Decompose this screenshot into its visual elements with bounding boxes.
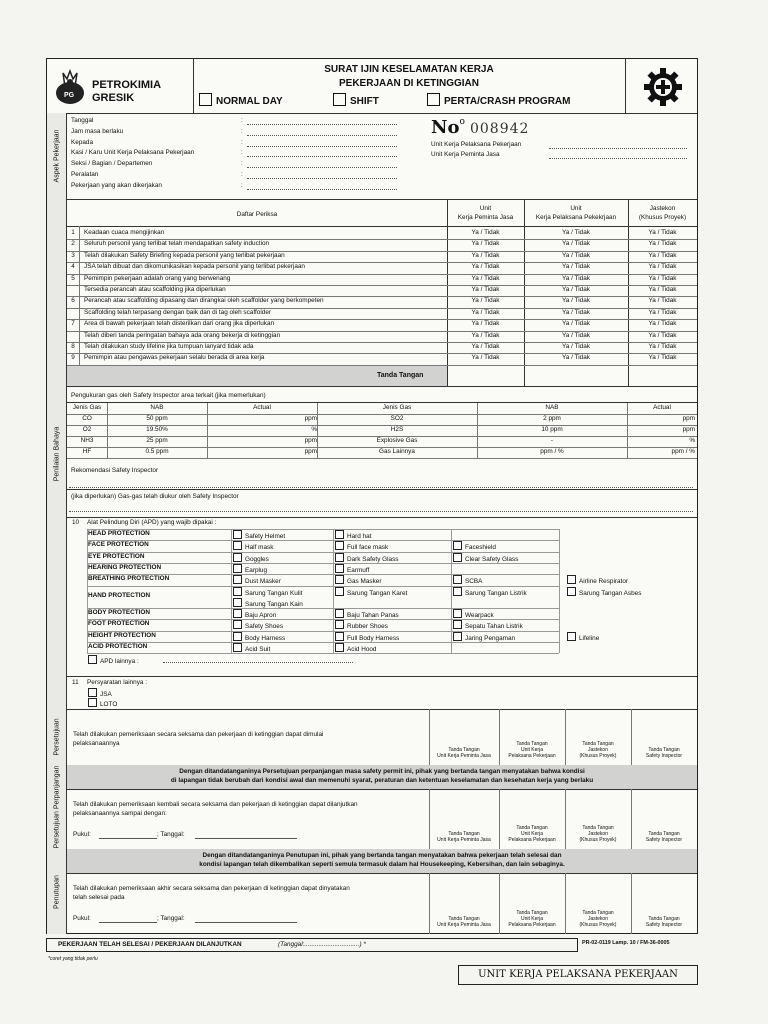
- gas-header: NAB: [545, 404, 559, 411]
- checklist-item: Keadaan cuaca mengijinkan: [84, 229, 165, 236]
- copy-label: UNIT KERJA PELAKSANA PEKERJAAN: [478, 969, 678, 980]
- apd-category: HEAD PROTECTION: [88, 530, 150, 537]
- yes-no-pelaksana[interactable]: Ya / Tidak: [562, 274, 590, 282]
- apd-number: 10: [72, 519, 80, 526]
- normal-day-checkbox[interactable]: [199, 93, 212, 106]
- gas-cell: SO2: [390, 415, 404, 422]
- yes-no-peminta[interactable]: Ya / Tidak: [471, 229, 500, 236]
- gas-cell: -: [550, 437, 554, 444]
- gas-header: Actual: [653, 404, 671, 411]
- col-unit-1: Unit: [479, 205, 492, 212]
- yes-no-pelaksana[interactable]: Ya / Tidak: [562, 240, 590, 248]
- yes-no-jastekon[interactable]: Ya / Tidak: [648, 286, 677, 293]
- gas-cell: NH3: [80, 437, 94, 444]
- yes-no-peminta[interactable]: Ya / Tidak: [471, 331, 500, 339]
- checklist-signature-row: Tanda Tangan: [377, 372, 424, 379]
- aspek-colon: :: [241, 127, 243, 135]
- yes-no-peminta[interactable]: Ya / Tidak: [471, 354, 500, 362]
- aspek-colon: :: [241, 149, 243, 157]
- yes-no-jastekon[interactable]: Ya / Tidak: [648, 297, 677, 305]
- apd-option[interactable]: Rubber Shoes: [335, 620, 388, 631]
- checklist-number: 8: [71, 343, 75, 350]
- checklist-item: Telah diberi tanda peringatan bahaya ada orang bekerja di ketinggian: [84, 331, 281, 339]
- yes-no-peminta[interactable]: Ya / Tidak: [471, 274, 500, 282]
- apd-option[interactable]: Safety Shoes: [233, 620, 283, 631]
- yes-no-peminta[interactable]: Ya / Tidak: [471, 286, 500, 293]
- checklist-item: Pemimpin atau pengawas pekerjaan selalu berada di area kerja: [84, 354, 265, 362]
- gas-cell[interactable]: %: [689, 437, 695, 444]
- gas-cell: 0.5 ppm: [145, 448, 169, 455]
- yes-no-peminta[interactable]: Ya / Tidak: [471, 308, 500, 316]
- checklist-number: 4: [71, 263, 75, 271]
- col-jastekon: Jastekon: [649, 205, 676, 212]
- aspek-field-label: Kasi / Karu Unit Kerja Pelaksana Pekerjaan: [71, 149, 195, 157]
- checklist-item: Scaffolding telah terpasang dengan baik dan di tag oleh scaffolder: [84, 308, 272, 316]
- gas-cell[interactable]: ppm: [304, 415, 317, 422]
- col-jastekon-2: (Khusus Proyek): [638, 214, 687, 221]
- company-name-1: PETROKIMIA: [92, 79, 162, 91]
- perpanjangan-text-1: Telah dilakukan pemeriksaan kembali secara seksama dan pekerjaan di ketinggian dapat dilanjutkan: [73, 801, 358, 808]
- perpanjangan-notice-2: di lapangan tidak berubah dari kondisi awal dan memenuhi syarat, peraturan dan ketentuan keselamatan dan kesehatan kerja yang berlaku: [170, 777, 594, 784]
- apd-option[interactable]: Lifeline: [567, 632, 599, 643]
- yes-no-jastekon[interactable]: Ya / Tidak: [648, 320, 677, 328]
- apd-option[interactable]: Sepatu Tahan Listrik: [453, 620, 523, 631]
- yes-no-pelaksana[interactable]: Ya / Tidak: [562, 343, 590, 350]
- apd-option[interactable]: Acid Hood: [335, 643, 377, 654]
- footer-tanggal-hint: (Tanggal:...............................) *: [278, 941, 366, 948]
- checklist-number: 6: [71, 297, 75, 305]
- col-pelaksana: Kerja Pelaksana Pekekrjaan: [535, 214, 617, 221]
- checklist-number: 1: [71, 229, 75, 236]
- apd-option[interactable]: Dust Masker: [233, 575, 281, 586]
- apd-category: BREATHING PROTECTION: [88, 575, 170, 583]
- option-normal-day[interactable]: NORMAL DAY: [199, 93, 283, 107]
- yes-no-jastekon[interactable]: Ya / Tidak: [648, 263, 677, 271]
- gas-cell[interactable]: ppm: [304, 437, 317, 444]
- gas-cell[interactable]: ppm: [304, 448, 317, 455]
- apd-option[interactable]: Earmuff: [335, 564, 369, 575]
- rekomendasi-label: Rekomendasi Safety Inspector: [71, 467, 159, 474]
- form-title-2: PEKERJAAN DI KETINGGIAN: [338, 78, 479, 89]
- apd-category: HAND PROTECTION: [88, 592, 151, 600]
- gas-diukur-label: (jika diperlukan) Gas-gas telah diukur oleh Safety Inspector: [71, 493, 239, 500]
- aspek-field-input[interactable]: [247, 189, 397, 190]
- yes-no-pelaksana[interactable]: Ya / Tidak: [562, 229, 590, 236]
- aspek-field-input[interactable]: [247, 124, 397, 125]
- checklist-item: Seluruh personil yang terlibat telah mendapatkan safety induction: [84, 240, 270, 248]
- apd-category: FOOT PROTECTION: [88, 620, 150, 628]
- aspek-field-label: Peralatan: [71, 171, 99, 178]
- gas-cell[interactable]: ppm / %: [671, 448, 695, 455]
- yes-no-pelaksana[interactable]: Ya / Tidak: [562, 320, 590, 328]
- yes-no-peminta[interactable]: Ya / Tidak: [471, 297, 500, 305]
- apd-option[interactable]: Safety Helmet: [233, 530, 285, 541]
- yes-no-peminta[interactable]: Ya / Tidak: [471, 240, 500, 248]
- daftar-periksa-header: Daftar Periksa: [236, 211, 278, 218]
- yes-no-jastekon[interactable]: Ya / Tidak: [648, 308, 677, 316]
- gas-cell: ppm / %: [540, 448, 564, 455]
- gas-header: Actual: [253, 404, 271, 411]
- shift-checkbox[interactable]: [333, 93, 346, 106]
- gas-cell: O2: [82, 426, 92, 433]
- company-name-2: GRESIK: [92, 92, 135, 104]
- checklist-item: JSA telah dibuat dan dikomunikasikan kepada personil yang terlibat pekerjaan: [84, 263, 305, 271]
- penutupan-tanggal: ; Tanggal:: [157, 915, 185, 922]
- signature-cell[interactable]: Tanda Tangan Jastekon (Khusus Proyek): [579, 910, 617, 928]
- checklist-number: 7: [71, 320, 75, 328]
- apd-option[interactable]: Acid Suit: [233, 643, 270, 654]
- signature-cell[interactable]: Tanda Tangan Jastekon (Khusus Proyek): [579, 741, 617, 759]
- persyaratan-loto[interactable]: LOTO: [88, 698, 117, 709]
- gas-header: Jenis Gas: [72, 404, 102, 411]
- apd-lainnya[interactable]: APD lainnya :: [88, 655, 139, 666]
- apd-option[interactable]: Full face mask: [335, 541, 388, 552]
- signature-cell[interactable]: Tanda Tangan Unit Kerja Peminta Jasa: [437, 916, 491, 928]
- permit-number: No$^o$ 008942: [431, 117, 530, 138]
- perpanjangan-side-label: Persetujuan Perpanjangan: [47, 765, 67, 849]
- gas-cell: 50 ppm: [146, 415, 168, 422]
- apd-option[interactable]: Airline Respirator: [567, 575, 628, 586]
- aspek-field-label: Pekerjaan yang akan dikerjakan: [71, 181, 162, 189]
- aspek-field-input[interactable]: [247, 135, 397, 136]
- yes-no-pelaksana[interactable]: Ya / Tidak: [562, 297, 590, 305]
- penutupan-text-2: telah selesai pada: [73, 894, 125, 901]
- footer-doc-code: PR-02-0119 Lamp. 10 / FM-36-0005: [582, 940, 670, 946]
- persetujuan-text-2: pelaksanaannya: [73, 740, 120, 747]
- aspek-field-label: Kepada: [71, 138, 94, 146]
- yes-no-peminta[interactable]: Ya / Tidak: [471, 343, 500, 350]
- option-shift[interactable]: SHIFT: [333, 93, 379, 107]
- gas-header: Jenis Gas: [382, 404, 412, 411]
- persyaratan-number: 11: [72, 679, 79, 686]
- gas-cell: HF: [82, 448, 92, 455]
- persyaratan-title: Persyaratan lainnya :: [87, 679, 148, 686]
- aspek-colon: :: [241, 138, 243, 146]
- yes-no-peminta[interactable]: Ya / Tidak: [471, 251, 500, 259]
- aspek-field-input[interactable]: [247, 156, 397, 157]
- gas-cell: 10 ppm: [541, 426, 563, 433]
- persetujuan-text-1: Telah dilakukan pemeriksaan secara seksama dan pekerjaan di ketinggian dapat dimulai: [73, 731, 324, 738]
- apd-option[interactable]: Sarung Tangan Asbes: [567, 587, 641, 598]
- gas-cell: 19.50%: [146, 426, 168, 433]
- col-peminta: Kerja Peminta Jasa: [457, 214, 514, 221]
- checklist-number: 2: [71, 240, 75, 248]
- signature-cell[interactable]: Tanda Tangan Unit Kerja Pelaksana Pekerjaan: [508, 910, 556, 928]
- apd-option[interactable]: Dark Safety Glass: [335, 553, 399, 564]
- perta-crash-checkbox[interactable]: [427, 93, 440, 106]
- apd-title: Alat Pelindung Diri (APD) yang wajib dipakai :: [87, 519, 217, 526]
- checklist-number: 3: [71, 251, 75, 259]
- aspek-field-input[interactable]: [247, 178, 397, 179]
- checklist-item: Pemimpin pekerjaan adalah orang yang berwenang: [84, 274, 231, 282]
- aspek-colon: :: [241, 181, 243, 189]
- checklist-number: 9: [71, 354, 75, 362]
- aspek-field-input[interactable]: [247, 167, 397, 168]
- perpanjangan-tanggal: ; Tanggal:: [157, 831, 185, 838]
- perpanjangan-pukul: Pukul:: [73, 831, 91, 838]
- checklist-item: Telah dilakukan Safety Briefing kepada personil yang terlibat pekerjaan: [84, 251, 285, 259]
- apd-option[interactable]: Goggles: [233, 553, 269, 564]
- apd-option[interactable]: Earplug: [233, 564, 267, 575]
- aspek-colon: :: [241, 160, 243, 168]
- aspek-field-label: Seksi / Bagian / Departemen: [71, 160, 153, 168]
- apd-category: ACID PROTECTION: [88, 643, 148, 650]
- apd-option[interactable]: Baju Apron: [233, 609, 276, 620]
- yes-no-pelaksana[interactable]: Ya / Tidak: [562, 308, 590, 316]
- yes-no-jastekon[interactable]: Ya / Tidak: [648, 354, 677, 362]
- permit-form: [46, 58, 698, 934]
- option-perta-crash[interactable]: PERTA/CRASH PROGRAM: [427, 93, 570, 107]
- perpanjangan-tanggal-field[interactable]: [195, 838, 297, 839]
- gas-cell[interactable]: ppm: [682, 426, 695, 433]
- apd-option[interactable]: Sarung Tangan Listrik: [453, 587, 527, 598]
- yes-no-peminta[interactable]: Ya / Tidak: [471, 320, 500, 328]
- gas-cell[interactable]: %: [311, 426, 317, 433]
- footer-status-label: PEKERJAAN TELAH SELESAI / PEKERJAAN DILANJUTKAN: [58, 941, 242, 948]
- apd-option[interactable]: Half mask: [233, 541, 273, 552]
- yes-no-jastekon[interactable]: Ya / Tidak: [648, 274, 677, 282]
- signature-cell[interactable]: Tanda Tangan Safety Inspector: [645, 916, 683, 928]
- unit-pelaksana-label: Unit Kerja Pelaksana Pekerjaan: [431, 141, 522, 148]
- yes-no-jastekon[interactable]: Ya / Tidak: [648, 240, 677, 248]
- yes-no-jastekon[interactable]: Ya / Tidak: [648, 229, 677, 236]
- perpanjangan-notice-1: Dengan ditandatanganinya Persetujuan perpanjangan masa safety permit ini, pihak yang bertanda tangan menyatakan bahwa kondisi: [179, 768, 585, 775]
- yes-no-jastekon[interactable]: Ya / Tidak: [648, 343, 677, 350]
- apd-option[interactable]: Sarung Tangan Karet: [335, 587, 407, 598]
- yes-no-pelaksana[interactable]: Ya / Tidak: [562, 251, 590, 259]
- aspek-side-label: Aspek Pekerjaan: [47, 113, 67, 199]
- perpanjangan-text-2: pelaksanaannya sampai dengan:: [73, 810, 167, 817]
- gas-cell[interactable]: ppm: [682, 415, 695, 422]
- yes-no-peminta[interactable]: Ya / Tidak: [471, 263, 500, 271]
- footer-note: *coret yang tidak perlu: [48, 956, 98, 962]
- apd-option[interactable]: SCBA: [453, 575, 482, 586]
- apd-category: BODY PROTECTION: [88, 609, 151, 617]
- apd-option[interactable]: Clear Safety Glass: [453, 553, 518, 564]
- perpanjangan-pukul-field[interactable]: [99, 838, 157, 839]
- signature-cell[interactable]: Tanda Tangan Jastekon (Khusus Proyek): [579, 825, 617, 843]
- logo-text: PG: [64, 92, 75, 99]
- penutupan-side-label: Penutupan: [47, 849, 67, 934]
- apd-option[interactable]: Full Body Harness: [335, 632, 399, 643]
- yes-no-pelaksana[interactable]: Ya / Tidak: [562, 286, 590, 293]
- persyaratan-jsa[interactable]: JSA: [88, 688, 112, 699]
- apd-option[interactable]: Faceshield: [453, 541, 496, 552]
- checklist-item: Tersedia perancah atau scaffolding jika diperlukan: [84, 286, 226, 293]
- gas-cell: H2S: [390, 426, 404, 433]
- penutupan-pukul-field[interactable]: [99, 922, 157, 923]
- col-unit-2: Unit: [570, 205, 582, 212]
- signature-cell[interactable]: Tanda Tangan Unit Kerja Pelaksana Pekerjaan: [508, 825, 556, 843]
- apd-option[interactable]: Wearpack: [453, 609, 494, 620]
- gas-cell: Gas Lainnya: [379, 448, 415, 455]
- signature-cell[interactable]: Tanda Tangan Unit Kerja Pelaksana Pekerjaan: [508, 741, 556, 759]
- penutupan-notice-2: kondisi lapangan telah dikembalikan seperti semula termasuk dalam hal Housekeeping, Kebersihan, dan lain sebaginya.: [199, 861, 565, 868]
- checklist-number: 5: [71, 274, 75, 282]
- penutupan-tanggal-field[interactable]: [195, 922, 297, 923]
- apd-option[interactable]: Baju Tahan Panas: [335, 609, 399, 620]
- checklist-item: Perancah atau scaffolding dipasang dan dirangkai oleh scaffolder yang berkompeten: [84, 297, 324, 305]
- yes-no-pelaksana[interactable]: Ya / Tidak: [562, 331, 590, 339]
- apd-option[interactable]: Body Harness: [233, 632, 285, 643]
- aspek-field-label: Tanggal: [71, 117, 94, 124]
- apd-option[interactable]: Hard hat: [335, 530, 372, 541]
- yes-no-pelaksana[interactable]: Ya / Tidak: [562, 263, 590, 271]
- yes-no-pelaksana[interactable]: Ya / Tidak: [562, 354, 590, 362]
- apd-category: HEIGHT PROTECTION: [88, 631, 156, 639]
- apd-option[interactable]: Sarung Tangan Kain: [233, 598, 303, 609]
- checklist-item: Area di bawah pekerjaan telah disterilkan dari orang jika diperlukan: [84, 320, 275, 328]
- aspek-field-label: Jam masa berlaku: [71, 127, 124, 135]
- apd-option[interactable]: Jaring Pengaman: [453, 632, 515, 643]
- persetujuan-side-label: Persetujuan: [47, 709, 67, 765]
- apd-category: HEARING PROTECTION: [88, 563, 162, 571]
- apd-option[interactable]: Sarung Tangan Kulit: [233, 587, 302, 598]
- signature-cell[interactable]: Tanda Tangan Unit Kerja Peminta Jasa: [437, 747, 491, 759]
- checklist-item: Telah dilakukan study lifeline jika tumpuan lanyard tidak ada: [84, 343, 254, 350]
- company-logo: [53, 67, 87, 105]
- penilaian-side-label: Penilaian Bahaya: [47, 199, 67, 709]
- unit-peminta-label: Unit Kerja Peminta Jasa: [431, 151, 500, 158]
- form-title-1: SURAT IJIN KESELAMATAN KERJA: [324, 64, 494, 75]
- gas-header: NAB: [150, 404, 164, 411]
- apd-category: FACE PROTECTION: [88, 541, 149, 549]
- apd-option[interactable]: Gas Masker: [335, 575, 381, 586]
- penutupan-pukul: Pukul:: [73, 915, 91, 922]
- aspek-colon: :: [241, 171, 243, 178]
- signature-cell[interactable]: Tanda Tangan Safety Inspector: [645, 831, 683, 843]
- signature-cell[interactable]: Tanda Tangan Unit Kerja Peminta Jasa: [437, 831, 491, 843]
- gas-cell: Explosive Gas: [376, 437, 418, 444]
- signature-cell[interactable]: Tanda Tangan Safety Inspector: [645, 747, 683, 759]
- gas-title: Pengukuran gas oleh Safety Inspector area terkait (jika memerlukan): [71, 392, 266, 399]
- gas-cell: CO: [82, 415, 92, 422]
- yes-no-jastekon[interactable]: Ya / Tidak: [648, 251, 677, 259]
- apd-category: EYE PROTECTION: [88, 552, 145, 560]
- penutupan-text-1: Telah dilakukan pemeriksaan akhir secara seksama dan pekerjaan di ketinggian dapat dinyatakan: [73, 885, 350, 892]
- aspek-field-input[interactable]: [247, 146, 397, 147]
- yes-no-jastekon[interactable]: Ya / Tidak: [648, 331, 677, 339]
- aspek-colon: :: [241, 117, 243, 124]
- safety-gear-icon: [643, 67, 683, 107]
- gas-cell: 2 ppm: [543, 415, 561, 422]
- penutupan-notice-1: Dengan ditandatanganinya Penutupan ini, pihak yang bertanda tangan menyatakan bahwa pekerjaan telah selesai dan: [202, 852, 562, 859]
- gas-cell: 25 ppm: [146, 437, 168, 444]
